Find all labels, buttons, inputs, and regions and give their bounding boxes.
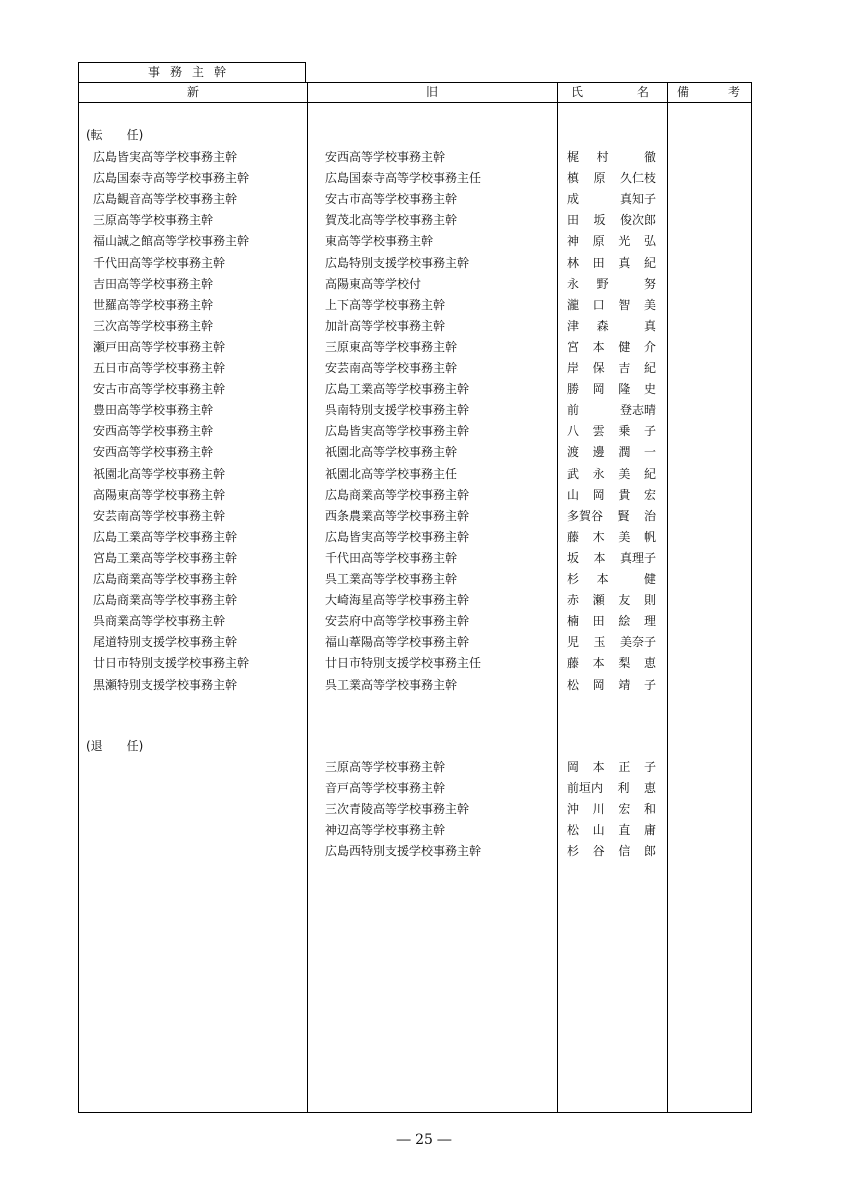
new-position: 廿日市特別支援学校事務主幹: [93, 656, 250, 671]
person-name: [567, 253, 656, 274]
old-position: 千代田高等学校事務主幹: [325, 550, 458, 565]
old-position: 祇園北高等学校事務主幹: [325, 445, 458, 460]
name-part: 坂: [593, 213, 606, 228]
name-part: 弘: [643, 234, 656, 249]
name-part: 田: [592, 255, 605, 270]
name-part: 宏: [618, 802, 631, 817]
name-part: 八: [567, 424, 580, 439]
name-part: 梨: [618, 656, 631, 671]
page-number: ― 25 ―: [396, 1132, 452, 1148]
table-row: [79, 358, 751, 379]
new-position: 黒瀬特別支援学校事務主幹: [93, 677, 238, 692]
name-part: 藤: [567, 656, 580, 671]
person-name: [567, 841, 656, 862]
table-row: [79, 210, 751, 231]
name-part: 坂: [567, 550, 580, 565]
section-title: 事務主幹: [78, 62, 306, 82]
name-part: 原: [592, 234, 605, 249]
name-part: 隆: [618, 382, 631, 397]
table-row: [79, 295, 751, 316]
table-row: [79, 527, 751, 548]
name-part: 岡: [592, 487, 605, 502]
name-part: 絵: [618, 614, 631, 629]
person-name: [567, 548, 656, 569]
name-part: 介: [643, 339, 656, 354]
old-position: 加計高等学校事務主幹: [325, 318, 446, 333]
name-part: 美奈子: [619, 635, 656, 650]
name-part: 邊: [592, 445, 605, 460]
new-position: 吉田高等学校事務主幹: [93, 276, 214, 291]
name-part: 森: [596, 318, 609, 333]
name-part: 真理子: [619, 550, 656, 565]
new-position: 福山誠之館高等学校事務主幹: [93, 234, 250, 249]
old-position: 上下高等学校事務主幹: [325, 297, 446, 312]
name-part: 谷: [592, 844, 605, 859]
person-name: [567, 611, 656, 632]
name-part: 光: [618, 234, 631, 249]
name-part: 乗: [618, 424, 631, 439]
table-row: [79, 231, 751, 252]
header-note-2: 考: [727, 85, 740, 99]
table-row: [79, 653, 751, 674]
name-part: 子: [643, 424, 656, 439]
new-position: 安西高等学校事務主幹: [93, 445, 214, 460]
name-part: 瀧: [567, 297, 580, 312]
name-part: 美: [618, 529, 631, 544]
new-position: 瀬戸田高等学校事務主幹: [93, 339, 226, 354]
name-part: 槙: [567, 171, 580, 186]
old-position: 賀茂北高等学校事務主幹: [325, 213, 458, 228]
old-position: 広島皆実高等学校事務主幹: [325, 529, 470, 544]
old-position: 音戸高等学校事務主幹: [325, 781, 446, 796]
person-name: [567, 485, 656, 506]
old-position: 西条農業高等学校事務主幹: [325, 508, 470, 523]
name-part: 靖: [618, 677, 631, 692]
table-row: [79, 799, 751, 820]
table-row: [79, 147, 751, 168]
person-name: [567, 337, 656, 358]
person-name: [567, 400, 656, 421]
name-part: 智: [618, 297, 631, 312]
name-part: 前: [567, 403, 580, 418]
old-position: 安西高等学校事務主幹: [325, 150, 446, 164]
name-part: 登志晴: [619, 403, 656, 418]
old-position: 三原高等学校事務主幹: [325, 760, 446, 774]
new-position: 三原高等学校事務主幹: [93, 213, 214, 228]
name-part: 楠: [567, 614, 580, 629]
person-name: [567, 506, 656, 527]
person-name: [567, 210, 656, 231]
name-part: 渡: [567, 445, 580, 460]
name-part: 一: [643, 445, 656, 460]
name-part: 保: [592, 361, 605, 375]
new-position: 広島商業高等学校事務主幹: [93, 572, 238, 586]
old-position: 三原東高等学校事務主幹: [325, 339, 458, 354]
table-row: [79, 757, 751, 778]
name-part: 則: [643, 593, 656, 608]
name-part: 久仁枝: [619, 171, 656, 186]
name-part: 岡: [592, 677, 605, 692]
old-position: 東高等学校事務主幹: [325, 234, 434, 249]
name-part: 梶: [567, 150, 580, 164]
table-row: [79, 316, 751, 337]
person-name: [567, 464, 656, 485]
name-part: 真: [643, 318, 656, 333]
new-position: 世羅高等学校事務主幹: [93, 297, 214, 312]
old-position: 祇園北高等学校事務主任: [325, 466, 458, 481]
name-part: 野: [596, 276, 609, 291]
name-part: 藤: [567, 529, 580, 544]
name-part: 史: [643, 382, 656, 397]
name-part: 賢: [617, 508, 630, 523]
name-part: 直: [618, 823, 631, 838]
name-part: 田: [592, 614, 605, 629]
table-header: [79, 83, 751, 103]
name-part: 貴: [618, 487, 631, 502]
name-part: 和: [643, 802, 656, 817]
person-name: [567, 569, 656, 590]
name-part: 本: [593, 550, 606, 565]
person-name: [567, 316, 656, 337]
person-name: [567, 147, 656, 168]
name-part: 子: [643, 760, 656, 774]
table-row: [79, 590, 751, 611]
old-position: 呉南特別支援学校事務主幹: [325, 403, 470, 418]
name-part: 恵: [643, 656, 656, 671]
retirement-label: (退 任): [86, 739, 144, 753]
name-part: 児: [567, 635, 580, 650]
name-part: 雲: [592, 424, 605, 439]
person-name: [567, 189, 656, 210]
new-position: 広島観音高等学校事務主幹: [93, 192, 238, 207]
name-part: 瀬: [592, 593, 605, 608]
header-note: [667, 83, 752, 102]
name-part: 松: [567, 823, 580, 838]
name-part: 治: [643, 508, 656, 523]
person-name: [567, 295, 656, 316]
person-name: [567, 168, 656, 189]
name-part: 郎: [643, 844, 656, 859]
name-part: 勝: [567, 382, 580, 397]
name-part: 口: [592, 297, 605, 312]
new-position: 千代田高等学校事務主幹: [93, 255, 226, 270]
old-position: 広島西特別支援学校事務主幹: [325, 844, 482, 859]
name-part: 岡: [567, 760, 580, 774]
header-note-1: 備: [677, 85, 690, 99]
person-name: [567, 632, 656, 653]
new-position: 安芸南高等学校事務主幹: [93, 508, 226, 523]
table-row: [79, 337, 751, 358]
old-position: 安芸府中高等学校事務主幹: [325, 614, 470, 629]
name-part: 正: [618, 760, 631, 774]
table-row: [79, 778, 751, 799]
person-name: [567, 590, 656, 611]
header-old: 旧: [425, 85, 438, 99]
name-part: 木: [592, 529, 605, 544]
name-part: 川: [592, 802, 605, 817]
transfer-label: (転 任): [86, 128, 144, 142]
person-name: [567, 820, 656, 841]
person-name: [567, 442, 656, 463]
table-row: [79, 189, 751, 210]
name-part: 成: [567, 192, 580, 207]
new-position: 広島商業高等学校事務主幹: [93, 593, 238, 608]
header-name-1: 氏: [571, 85, 584, 99]
person-name: [567, 757, 656, 778]
new-position: 安西高等学校事務主幹: [93, 424, 214, 439]
new-position: 祇園北高等学校事務主幹: [93, 466, 226, 481]
old-position: 広島商業高等学校事務主幹: [325, 487, 470, 502]
table-row: [79, 841, 751, 862]
name-part: 永: [592, 466, 605, 481]
name-part: 本: [592, 656, 605, 671]
old-position: 福山葦陽高等学校事務主幹: [325, 635, 470, 650]
name-part: 前垣内: [567, 781, 604, 796]
new-position: 広島国泰寺高等学校事務主幹: [93, 171, 250, 186]
new-position: 豊田高等学校事務主幹: [93, 403, 214, 418]
table-row: [79, 675, 751, 696]
name-part: 美: [618, 466, 631, 481]
table-row: [79, 379, 751, 400]
name-part: 健: [618, 339, 631, 354]
name-part: 美: [643, 297, 656, 312]
table-row: [79, 464, 751, 485]
table-row: [79, 485, 751, 506]
new-position: 安古市高等学校事務主幹: [93, 382, 226, 397]
old-position: 広島皆実高等学校事務主幹: [325, 424, 470, 439]
name-part: 山: [567, 487, 580, 502]
name-part: 津: [567, 318, 580, 333]
new-position: 広島皆実高等学校事務主幹: [93, 150, 238, 164]
name-part: 努: [643, 276, 656, 291]
name-part: 松: [567, 677, 580, 692]
old-position: 廿日市特別支援学校事務主任: [325, 656, 482, 671]
old-position: 安芸南高等学校事務主幹: [325, 361, 458, 375]
name-part: 林: [567, 255, 580, 270]
person-name: [567, 274, 656, 295]
person-name: [567, 358, 656, 379]
old-position: 呉工業高等学校事務主幹: [325, 572, 458, 586]
person-name: [567, 421, 656, 442]
old-position: 高陽東高等学校付: [325, 276, 422, 291]
table-row: [79, 274, 751, 295]
new-position: 三次高等学校事務主幹: [93, 318, 214, 333]
name-part: 赤: [567, 593, 580, 608]
name-part: 子: [643, 677, 656, 692]
table-row: [79, 569, 751, 590]
name-part: 原: [593, 171, 606, 186]
name-part: 武: [567, 466, 580, 481]
name-part: 本: [592, 339, 605, 354]
name-part: 真: [618, 255, 631, 270]
name-part: 本: [592, 760, 605, 774]
table-row: [79, 632, 751, 653]
name-part: 沖: [567, 802, 580, 817]
name-part: 多賀谷: [567, 508, 604, 523]
table-row: [79, 548, 751, 569]
name-part: 真知子: [619, 192, 656, 207]
personnel-table: [78, 82, 752, 1113]
table-row: [79, 421, 751, 442]
name-part: 徹: [643, 150, 656, 164]
new-position: 尾道特別支援学校事務主幹: [93, 635, 238, 650]
person-name: [567, 653, 656, 674]
old-position: 大崎海星高等学校事務主幹: [325, 593, 470, 608]
old-position: 神辺高等学校事務主幹: [325, 823, 446, 838]
old-position: 広島特別支援学校事務主幹: [325, 255, 470, 270]
name-part: 岡: [592, 382, 605, 397]
header-name: [557, 83, 667, 102]
table-row: [79, 442, 751, 463]
table-row: [79, 820, 751, 841]
person-name: [567, 778, 656, 799]
name-part: 玉: [593, 635, 606, 650]
name-part: 紀: [643, 361, 656, 375]
name-part: 友: [618, 593, 631, 608]
name-part: 利: [617, 781, 630, 796]
name-part: 理: [643, 614, 656, 629]
header-name-2: 名: [636, 85, 649, 99]
name-part: 紀: [643, 255, 656, 270]
new-position: 宮島工業高等学校事務主幹: [93, 550, 238, 565]
name-part: 杉: [567, 572, 580, 586]
table-row: [79, 506, 751, 527]
name-part: 庸: [643, 823, 656, 838]
name-part: 田: [567, 213, 580, 228]
table-row: [79, 253, 751, 274]
person-name: [567, 675, 656, 696]
name-part: 恵: [643, 781, 656, 796]
table-row: [79, 168, 751, 189]
name-part: 紀: [643, 466, 656, 481]
old-position: 広島工業高等学校事務主幹: [325, 382, 470, 397]
name-part: 村: [596, 150, 609, 164]
new-position: 呉商業高等学校事務主幹: [93, 614, 226, 629]
table-row: [79, 400, 751, 421]
name-part: 本: [596, 572, 609, 586]
name-part: 健: [643, 572, 656, 586]
name-part: 宏: [643, 487, 656, 502]
new-position: 広島工業高等学校事務主幹: [93, 529, 238, 544]
table-row: [79, 611, 751, 632]
name-part: 俊次郎: [619, 213, 656, 228]
person-name: [567, 527, 656, 548]
name-part: 岸: [567, 361, 580, 375]
new-position: 五日市高等学校事務主幹: [93, 361, 226, 375]
name-part: 潤: [618, 445, 631, 460]
old-position: 三次青陵高等学校事務主幹: [325, 802, 470, 817]
person-name: [567, 379, 656, 400]
name-part: 信: [618, 844, 631, 859]
name-part: 吉: [618, 361, 631, 375]
name-part: 永: [567, 276, 580, 291]
person-name: [567, 799, 656, 820]
header-new: 新: [186, 85, 199, 99]
name-part: 宮: [567, 339, 580, 354]
name-part: 神: [567, 234, 580, 249]
old-position: 安古市高等学校事務主幹: [325, 192, 458, 207]
name-part: 杉: [567, 844, 580, 859]
person-name: [567, 231, 656, 252]
new-position: 高陽東高等学校事務主幹: [93, 487, 226, 502]
old-position: 呉工業高等学校事務主幹: [325, 677, 458, 692]
name-part: 山: [592, 823, 605, 838]
name-part: 帆: [643, 529, 656, 544]
old-position: 広島国泰寺高等学校事務主任: [325, 171, 482, 186]
